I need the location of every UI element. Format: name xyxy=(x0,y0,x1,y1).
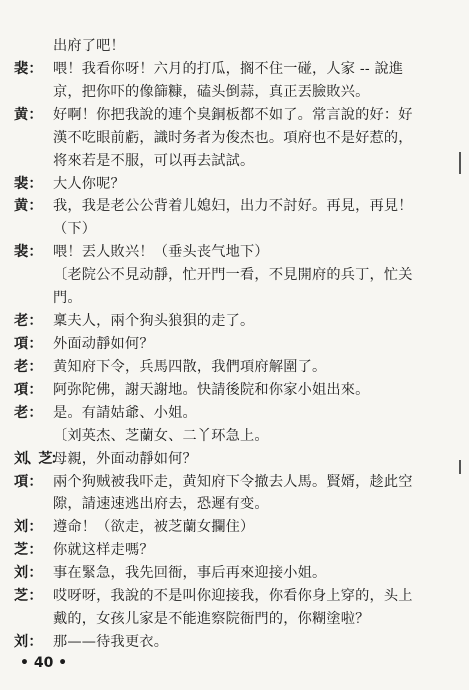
speaker-label: 項： xyxy=(14,381,43,398)
dialogue-text: 哎呀呀，我說的不是叫你迎接我，你看你身上穿的，头上 xyxy=(53,588,413,605)
margin-mark xyxy=(459,152,461,174)
dialogue-text: 喂！丟人敗兴！（垂头丧气地下） xyxy=(53,244,269,261)
dialogue-text: 那——待我更衣。 xyxy=(53,634,169,650)
dialogue-text: 我，我是老公公背着儿媳妇，出力不討好。再見，再見！ xyxy=(53,198,413,215)
margin-mark xyxy=(459,460,461,474)
dialogue-text: 大人你呢？ xyxy=(53,175,125,192)
speaker-label: 芝： xyxy=(14,588,43,605)
dialogue-text: 出府了吧！ xyxy=(53,38,125,54)
dialogue-text: 外面动靜如何？ xyxy=(53,336,154,352)
dialogue-text: 戴的，女孩儿家是不能進察院衙門的，你糊塗啦？ xyxy=(53,611,370,628)
page-number: • 40 • xyxy=(20,655,68,671)
speaker-label: 刘： xyxy=(14,634,43,650)
speaker-label: 黄： xyxy=(14,106,43,123)
dialogue-text: 事在緊急，我先回衙，事后再來迎接小姐。 xyxy=(53,565,327,582)
dialogue-text: 〔刘英杰、芝蘭女、二丫环急上。 xyxy=(53,427,269,444)
dialogue-text: 你就这样走嗎？ xyxy=(53,542,154,559)
speaker-label: 裴： xyxy=(14,244,43,261)
dialogue-text: 漢不吃眼前虧，識时务者为俊杰也。項府也不是好惹的， xyxy=(53,129,413,146)
speaker-label: 裴： xyxy=(14,175,43,192)
speaker-label: 老： xyxy=(14,404,43,421)
dialogue-text: 是。有請姑爺、小姐。 xyxy=(53,404,197,421)
dialogue-text: 門。 xyxy=(53,290,82,307)
speaker-label: 黄： xyxy=(14,198,43,215)
speaker-label: 老： xyxy=(14,313,43,330)
dialogue-text: 稟夫人，兩个狗头狼狽的走了。 xyxy=(53,313,255,330)
dialogue-text: （下） xyxy=(53,221,97,238)
dialogue-text: 遵命！（欲走，被芝蘭女攔住） xyxy=(53,519,255,536)
dialogue-text: 〔老院公不見动靜，忙开門一看，不見開府的兵丁，忙关 xyxy=(53,267,413,284)
speaker-label: 老： xyxy=(14,358,43,375)
dialogue-text: 将來若是不服，可以再去試試。 xyxy=(53,152,255,169)
dialogue-text: 隙，請速速逃出府去，恐遲有变。 xyxy=(53,496,269,513)
speaker-label: 刘、芝： xyxy=(14,450,63,467)
speaker-label: 項： xyxy=(14,473,43,490)
dialogue-text: 黄知府下令，兵馬四散，我們項府解圍了。 xyxy=(53,358,327,375)
speaker-label: 刘： xyxy=(14,565,43,582)
dialogue-text: 喂！我看你呀！六月的打瓜，搁不住一碰，人家 -- 說進 xyxy=(53,60,404,77)
dialogue-text: 好啊！你把我說的連个臭銅板都不如了。常言說的好：好 xyxy=(53,106,413,123)
speaker-label: 項： xyxy=(14,336,43,352)
speaker-label: 刘： xyxy=(14,519,43,536)
dialogue-text: 阿弥陀佛，謝天謝地。快請後院和你家小姐出來。 xyxy=(53,381,370,398)
speaker-label: 裴： xyxy=(14,60,43,77)
dialogue-text: 母親，外面动靜如何？ xyxy=(53,450,197,467)
dialogue-text: 京，把你吓的像篩糠，磕头倒蒜，真正丟臉敗兴。 xyxy=(53,83,370,100)
speaker-label: 芝： xyxy=(14,542,43,559)
dialogue-text: 兩个狗贼被我吓走，黄知府下令撤去人馬。賢婿，趁此空 xyxy=(53,473,413,490)
